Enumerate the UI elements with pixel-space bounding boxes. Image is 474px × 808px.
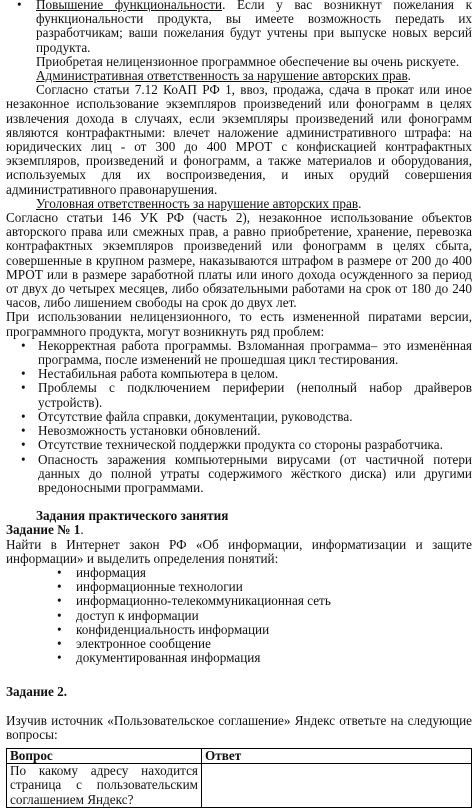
list-item: • информация xyxy=(6,566,472,580)
criminal-paragraph: Согласно статьи 146 УК РФ (часть 2), незаконное использование объектов авторского права или смежных прав, а равно приобретение, хранение, перевозка контрафактных экземпляров произведений или фонограмм в целях сбыта, совершенные в крупном размере, наказываются штрафом в размере от 200 до 400 МРОТ или в размере заработной платы или иного дохода осужденного за период от двух до четырех месяцев, либо обязательными работами на срок от 180 до 240 часов, либо лишением свободы на срок до двух лет. xyxy=(6,210,472,311)
list-item: • Невозможность установки обновлений. xyxy=(6,424,472,438)
problems-list xyxy=(6,339,472,495)
label-dot: . xyxy=(80,522,84,538)
admin-heading-text: Административная ответственность за нарушение авторских прав xyxy=(36,68,408,84)
heading-dot: . xyxy=(407,68,411,84)
list-item: • Некорректная работа программы. Взломанная программа– это изменённая программа, после изменений не прошедшая цикл тестирования. xyxy=(6,339,472,367)
list-item: • информационные технологии xyxy=(6,580,472,594)
table-row xyxy=(7,764,472,808)
practical-title: Задания практического занятия xyxy=(36,508,229,524)
table-cell-answer xyxy=(202,764,472,808)
spacer xyxy=(6,665,472,685)
criminal-heading xyxy=(6,197,472,211)
list-item: • Нестабильная работа компьютера в целом. xyxy=(6,367,472,381)
list-item: • доступ к информации xyxy=(6,609,472,623)
questions-table xyxy=(6,748,472,808)
table-cell-question: По какому адресу находится страница с пользовательским соглашением Яндекс? xyxy=(7,764,202,808)
admin-paragraph: Согласно статьи 7.12 КоАП РФ 1, ввоз, продажа, сдача в прокат или иное незаконное использование экземпляров произведений или фонограмм в целях извлечения дохода в случаях, если экземпляры произведений или фонограмм являются контрафактными: влечет наложение административного штрафа: на юридических лиц - от 300 до 400 МРОТ с конфискацией контрафактных экземпляров, произведений и фонограмм, а также материалов и оборудования, используемых для их воспроизведения, и иных орудий совершения административного правонарушения. xyxy=(6,82,472,197)
table-header-question: Вопрос xyxy=(7,748,202,763)
list-item: • конфиденциальность информации xyxy=(6,623,472,637)
table-header-row xyxy=(7,748,472,763)
task1-text: Найти в Интернет закон РФ «Об информации, информатизации и защите информации» и выделить определения понятий: xyxy=(6,536,472,566)
table-header-answer: Ответ xyxy=(202,748,472,763)
feature-list xyxy=(6,0,472,55)
concepts-list xyxy=(6,566,472,665)
feature-text: . Если у вас возникнут пожелания к функциональности продукта, вы имеете возможность передать их разработчикам; ваши пожелания будут учтены при выпуске новых версий продукта. xyxy=(36,0,472,55)
list-item: • Проблемы с подключением периферии (неполный набор драйверов устройств). xyxy=(6,381,472,409)
task1-label xyxy=(6,523,472,537)
task2-label: Задание 2. xyxy=(6,684,68,700)
risk-sentence: Приобретая нелицензионное программное обеспечение вы очень рискуете. xyxy=(36,53,460,69)
list-item: • документированная информация xyxy=(6,651,472,665)
heading-dot: . xyxy=(358,195,362,211)
admin-heading xyxy=(6,69,472,83)
spacer xyxy=(6,495,472,509)
list-item: • Опасность заражения компьютерными вирусами (от частичной потери данных до полной утраты содержимого жёсткого диска) или другими вредоносными программами. xyxy=(6,453,472,496)
list-item: • Отсутствие технической поддержки продукта со стороны разработчика. xyxy=(6,438,472,452)
spacer xyxy=(6,700,472,714)
list-item: • Отсутствие файла справки, документации, руководства. xyxy=(6,410,472,424)
criminal-heading-text: Уголовная ответственность за нарушение авторских прав xyxy=(36,195,359,211)
list-item: • электронное сообщение xyxy=(6,637,472,651)
feature-title: Повышение функциональности xyxy=(36,0,223,12)
list-item xyxy=(6,0,472,55)
task2-text: Изучив источник «Пользовательское соглашение» Яндекс ответьте на следующие вопросы: xyxy=(6,712,472,742)
task1-label-text: Задание № 1 xyxy=(6,522,81,538)
document-page xyxy=(6,0,472,808)
problems-intro: При использовании нелицензионного, то есть измененной пиратами версии, программного продукта, могут возникнуть ряд проблем: xyxy=(6,309,472,339)
list-item: • информационно-телекоммуникационная сеть xyxy=(6,594,472,608)
